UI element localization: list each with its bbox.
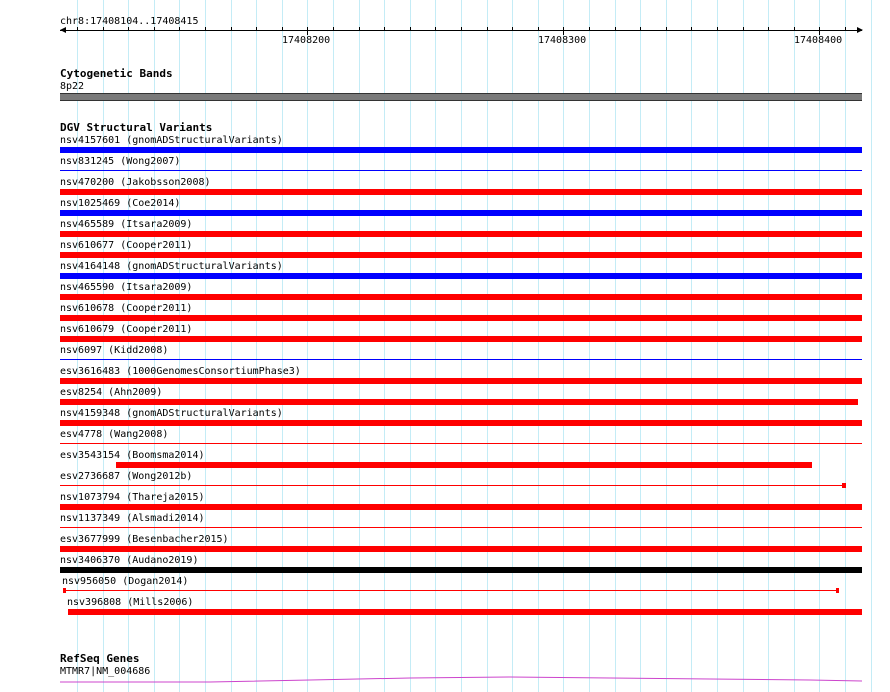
variant-label: nsv396808 (Mills2006)	[67, 597, 194, 608]
variant-block[interactable]	[842, 483, 846, 488]
ruler-minor-tick	[103, 27, 104, 31]
cytoband-track-title[interactable]: Cytogenetic Bands	[60, 67, 173, 80]
ruler-minor-tick	[845, 27, 846, 31]
gridline	[410, 0, 411, 692]
ruler-minor-tick	[231, 27, 232, 31]
variant-bar[interactable]	[60, 315, 862, 321]
gridline	[384, 0, 385, 692]
variant-bar[interactable]	[60, 359, 862, 360]
ruler-minor-tick	[333, 27, 334, 31]
ruler-minor-tick	[359, 27, 360, 31]
ruler-minor-tick	[717, 27, 718, 31]
scroll-right-arrow-icon[interactable]	[857, 27, 863, 33]
ruler-minor-tick	[691, 27, 692, 31]
position-label: chr8:17408104..17408415	[60, 16, 199, 27]
variant-bar[interactable]	[60, 231, 862, 237]
variant-bar[interactable]	[60, 485, 842, 486]
ruler-minor-tick	[743, 27, 744, 31]
variant-bar[interactable]	[60, 399, 858, 405]
variant-label: esv3543154 (Boomsma2014)	[60, 450, 205, 461]
gridline	[691, 0, 692, 692]
variant-bar[interactable]	[60, 378, 862, 384]
ruler-minor-tick	[205, 27, 206, 31]
gridline	[307, 0, 308, 692]
variant-label: nsv610679 (Cooper2011)	[60, 324, 193, 335]
ruler-minor-tick	[461, 27, 462, 31]
gridline	[538, 0, 539, 692]
variant-bar[interactable]	[60, 504, 862, 510]
gridline	[282, 0, 283, 692]
variant-label: esv4778 (Wang2008)	[60, 429, 169, 440]
variant-label: esv3616483 (1000GenomesConsortiumPhase3)	[60, 366, 301, 377]
ruler-minor-tick	[154, 27, 155, 31]
gene-model[interactable]	[60, 675, 862, 685]
variant-label: nsv1073794 (Thareja2015)	[60, 492, 205, 503]
gridline	[615, 0, 616, 692]
variant-label: nsv1025469 (Coe2014)	[60, 198, 181, 209]
variant-label: esv8254 (Ahn2009)	[60, 387, 163, 398]
gridline	[179, 0, 180, 692]
variant-label: nsv4157601 (gnomADStructuralVariants)	[60, 135, 283, 146]
variant-bar[interactable]	[116, 462, 812, 468]
variant-label: nsv465589 (Itsara2009)	[60, 219, 193, 230]
gridline	[231, 0, 232, 692]
ruler-minor-tick	[179, 27, 180, 31]
variant-bar[interactable]	[60, 527, 862, 528]
ruler-tick-label: 17408400	[794, 35, 843, 46]
gridline	[717, 0, 718, 692]
ruler-tick-label: 17408200	[282, 35, 331, 46]
variant-label: nsv4164148 (gnomADStructuralVariants)	[60, 261, 283, 272]
cytoband-bar[interactable]	[60, 93, 862, 101]
variant-label: nsv465590 (Itsara2009)	[60, 282, 193, 293]
scroll-left-arrow-icon[interactable]	[60, 27, 66, 33]
refseq-track-title[interactable]: RefSeq Genes	[60, 652, 140, 665]
gridline	[512, 0, 513, 692]
variant-block[interactable]	[63, 588, 66, 593]
variant-bar[interactable]	[60, 567, 862, 573]
ruler-minor-tick	[410, 27, 411, 31]
variant-label: nsv3406370 (Audano2019)	[60, 555, 199, 566]
variant-label: nsv6097 (Kidd2008)	[60, 345, 169, 356]
ruler-minor-tick	[666, 27, 667, 31]
gridline	[819, 0, 820, 692]
ruler-minor-tick	[282, 27, 283, 31]
variant-label: nsv831245 (Wong2007)	[60, 156, 181, 167]
variant-label: nsv1137349 (Alsmadi2014)	[60, 513, 205, 524]
ruler-minor-tick	[768, 27, 769, 31]
gridline	[359, 0, 360, 692]
variant-label: nsv4159348 (gnomADStructuralVariants)	[60, 408, 283, 419]
variant-bar[interactable]	[60, 546, 862, 552]
gridline	[256, 0, 257, 692]
variant-bar[interactable]	[60, 443, 862, 444]
ruler-minor-tick	[615, 27, 616, 31]
gridline	[666, 0, 667, 692]
variant-label: nsv610678 (Cooper2011)	[60, 303, 193, 314]
gridline	[435, 0, 436, 692]
ruler-minor-tick	[538, 27, 539, 31]
gridline	[461, 0, 462, 692]
variant-label: esv3677999 (Besenbacher2015)	[60, 534, 229, 545]
ruler-minor-tick	[794, 27, 795, 31]
variant-bar[interactable]	[60, 252, 862, 258]
variant-bar[interactable]	[60, 189, 862, 195]
gridline	[640, 0, 641, 692]
variant-bar[interactable]	[60, 210, 862, 216]
ruler-minor-tick	[256, 27, 257, 31]
ruler-minor-tick	[77, 27, 78, 31]
variant-label: nsv470200 (Jakobsson2008)	[60, 177, 211, 188]
gridline	[871, 0, 872, 692]
ruler-minor-tick	[640, 27, 641, 31]
variant-bar[interactable]	[60, 294, 862, 300]
ruler-minor-tick	[589, 27, 590, 31]
variant-bar[interactable]	[60, 170, 862, 171]
ruler-major-tick	[563, 27, 564, 35]
ruler-major-tick	[307, 27, 308, 35]
variant-bar[interactable]	[60, 420, 862, 426]
ruler-minor-tick	[512, 27, 513, 31]
gridline	[333, 0, 334, 692]
gridline	[563, 0, 564, 692]
ruler-tick-label: 17408300	[538, 35, 587, 46]
gridline	[768, 0, 769, 692]
gridline	[845, 0, 846, 692]
gridline	[794, 0, 795, 692]
gene-intron-line	[60, 677, 862, 682]
variant-label: nsv610677 (Cooper2011)	[60, 240, 193, 251]
variant-bar[interactable]	[60, 336, 862, 342]
variant-label: esv2736687 (Wong2012b)	[60, 471, 193, 482]
variant-bar[interactable]	[68, 609, 862, 615]
variant-label: nsv956050 (Dogan2014)	[62, 576, 189, 587]
gene-label: MTMR7|NM_004686	[60, 666, 151, 677]
variant-bar[interactable]	[60, 147, 862, 153]
cytoband-label: 8p22	[60, 81, 85, 92]
ruler-minor-tick	[487, 27, 488, 31]
variant-bar[interactable]	[64, 590, 838, 591]
gridline	[743, 0, 744, 692]
ruler-minor-tick	[435, 27, 436, 31]
variant-block[interactable]	[836, 588, 839, 593]
ruler-minor-tick	[384, 27, 385, 31]
gridline	[487, 0, 488, 692]
dgv-track-title[interactable]: DGV Structural Variants	[60, 121, 213, 134]
variant-bar[interactable]	[60, 273, 862, 279]
ruler-minor-tick	[128, 27, 129, 31]
gridline	[205, 0, 206, 692]
gridline	[589, 0, 590, 692]
ruler-major-tick	[819, 27, 820, 35]
